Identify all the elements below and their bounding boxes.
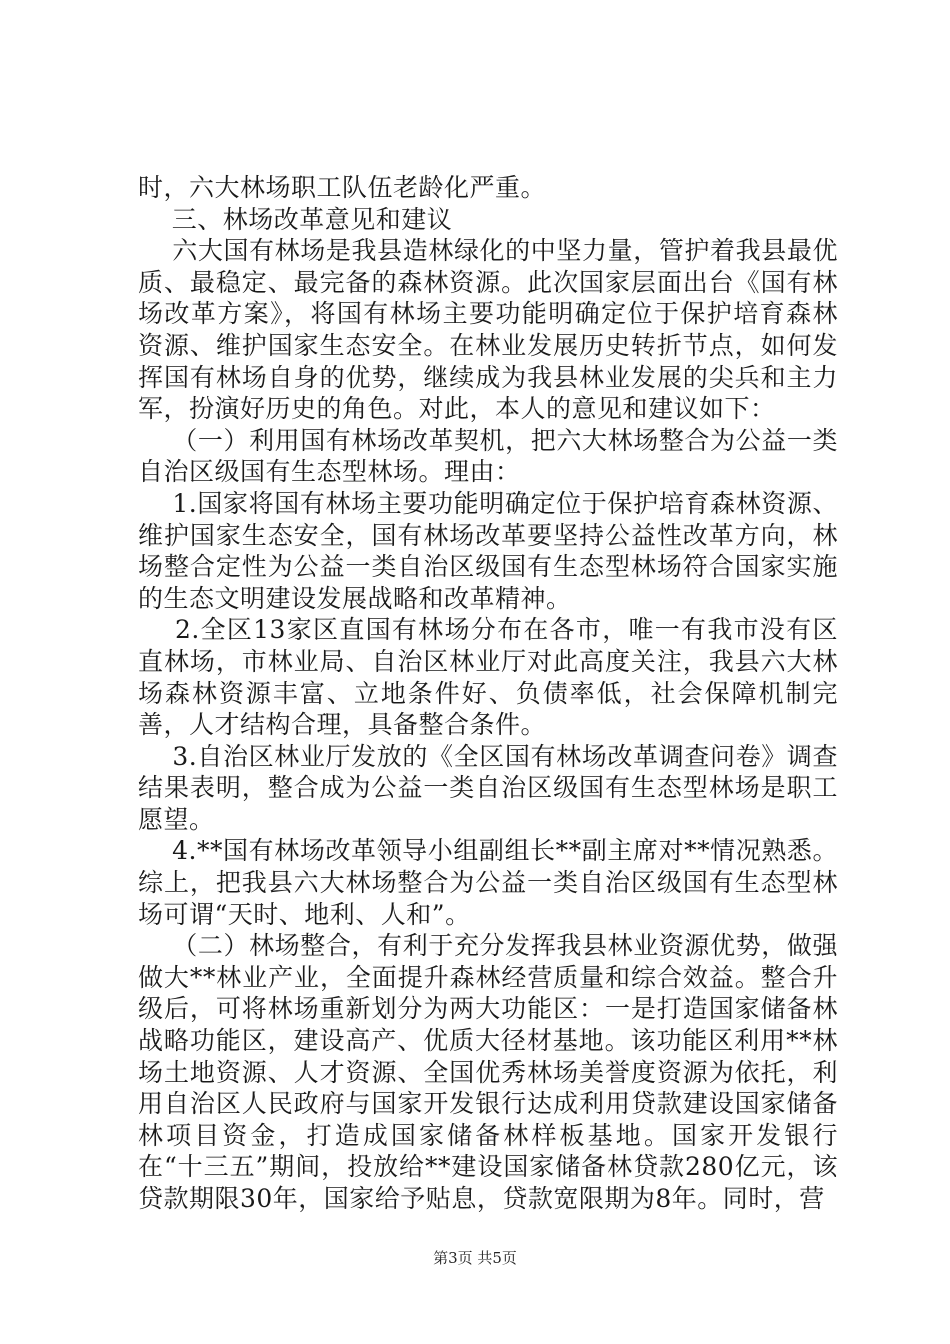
paragraph-continuation: 时，六大林场职工队伍老龄化严重。	[138, 173, 547, 202]
page-number-footer: 第3页 共5页	[433, 1249, 517, 1267]
reason-item-3: 3.自治区林业厅发放的《全区国有林场改革调查问卷》调查结果表明，整合成为公益一类自治区级国有生态型林场是职工愿望。	[138, 741, 838, 834]
reason-item-4: 4.**国有林场改革领导小组副组长**副主席对**情况熟悉。综上，把我县六大林场整合为公益一类自治区级国有生态型林场可谓“天时、地利、人和”。	[138, 836, 838, 929]
reason-item-2: 2.全区13家区直国有林场分布在各市，唯一有我市没有区直林场，市林业局、自治区林业厅对此高度关注，我县六大林场森林资源丰富、立地条件好、负债率低，社会保障机制完善，人才结构合理，具备整合条件。	[138, 615, 838, 740]
reason-item-1: 1.国家将国有林场主要功能明确定位于保护培育森林资源、维护国家生态安全，国有林场改革要坚持公益性改革方向，林场整合定性为公益一类自治区级国有生态型林场符合国家实施的生态文明建设发展战略和改革精神。	[138, 488, 838, 613]
subsection-heading-1: （一）利用国有林场改革契机，把六大林场整合为公益一类自治区级国有生态型林场。理由：	[138, 425, 838, 487]
document-body	[138, 172, 838, 1215]
subsection-paragraph-2: （二）林场整合，有利于充分发挥我县林业资源优势，做强做大**林业产业，全面提升森林经营质量和综合效益。整合升级后，可将林场重新划分为两大功能区：一是打造国家储备林战略功能区，建设高产、优质大径材基地。该功能区利用**林场土地资源、人才资源、全国优秀林场美誉度资源为依托，利用自治区人民政府与国家开发银行达成利用贷款建设国家储备林项目资金，打造成国家储备林样板基地。国家开发银行在“十三五”期间，投放给**建设国家储备林贷款280亿元，该贷款期限30年，国家给予贴息，贷款宽限期为8年。同时，营	[138, 931, 838, 1213]
paragraph-intro: 六大国有林场是我县造林绿化的中坚力量，管护着我县最优质、最稳定、最完备的森林资源。此次国家层面出台《国有林场改革方案》，将国有林场主要功能明确定位于保护培育森林资源、维护国家生态安全。在林业发展历史转折节点，如何发挥国有林场自身的优势，继续成为我县林业发展的尖兵和主力军，扮演好历史的角色。对此，本人的意见和建议如下：	[138, 236, 838, 424]
section-heading: 三、林场改革意见和建议	[138, 204, 453, 234]
